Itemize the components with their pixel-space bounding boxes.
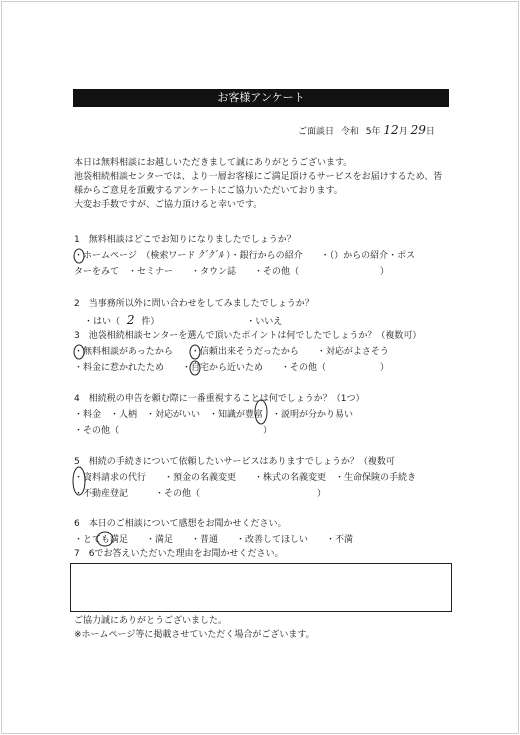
date-month-suffix: 月 <box>398 127 408 137</box>
q1-search-word: ｸﾞｸﾞﾙ <box>198 250 224 261</box>
q2-question: 2 当事務所以外に問い合わせをしてみましたでしょうか？ <box>74 299 314 309</box>
q2-count-suffix: 件） <box>141 317 160 327</box>
q4-options-row-1: ・料金 ・人柄 ・対応がいい ・知識が豊富 ・説明が分かり易い <box>74 410 354 420</box>
q1-options-row-2: ターをみて ・セミナー ・タウン誌 ・その他（ ） <box>74 267 390 277</box>
q1-row1-rest: ）・銀行からの紹介 ・（）からの紹介・ポス <box>226 251 416 261</box>
q6-options: ・とても満足 ・満足 ・普通 ・改善してほしい ・不満 <box>74 535 354 545</box>
q3-options-row-1: ・無料相談があったから ・信頼出来そうだったから ・対応がよさそう <box>74 347 389 357</box>
date-year: 5 <box>365 127 372 137</box>
q6-question: 6 本日のご相談について感想をお聞かせください。 <box>74 519 287 529</box>
date-era: 令和 <box>340 127 359 137</box>
q3-trust-circle-mark <box>190 345 200 359</box>
q7-question: 7 6でお答えいただいた理由をお聞かせください。 <box>74 549 284 559</box>
q5-options-row-2: ・不動産登記 ・その他（ ） <box>74 489 327 499</box>
q2-no: ・いいえ <box>246 317 283 327</box>
q5-options-row-1: ・資料請求の代行 ・預金の名義変更 ・株式の名義変更 ・生命保険の手続き <box>74 473 417 483</box>
q4-knowledge-circle-mark <box>255 400 267 424</box>
q2-yes: ・はい（ <box>84 317 121 327</box>
q5-question: 5 相続の手続きについて依頼したいサービスはありますでしょうか？（複数可 <box>74 457 395 467</box>
q4-question: 4 相続税の申告を頼む際に一番重視することは何でしょうか？（1つ） <box>74 394 365 404</box>
date-month: 12 <box>383 123 399 137</box>
q3-nearby-circle-mark <box>190 361 200 375</box>
footer-thanks: ご協力誠にありがとうございました。 <box>74 616 228 626</box>
q2-count: 2 <box>126 313 135 327</box>
intro-line-1: 本日は無料相談にお越しいただきまして誠にありがとうございます。 <box>74 158 353 168</box>
q3-options-row-2: ・料金に惹かれたため ・自宅から近いため ・その他（ ） <box>74 363 390 373</box>
q3-question: 3 池袋相続相談センターを選んで頂いたポイントは何でしたでしょうか？（複数可） <box>74 331 422 341</box>
q4-options-row-2: ・その他（ ） <box>74 426 273 436</box>
date-day: 29 <box>410 123 426 137</box>
date-day-suffix: 日 <box>425 127 435 137</box>
q5-documents-circle-mark <box>73 467 85 495</box>
q6-very-satisfied-circle-mark <box>97 532 113 546</box>
survey-title: お客様アンケート <box>73 89 449 107</box>
q3-free-consult-circle-mark <box>74 345 84 359</box>
q1-row1-text: ・ホームページ （検索ワード <box>74 251 196 261</box>
intro-line-3: 様からご意見を頂戴するアンケートにご協力いただいております。 <box>74 186 343 196</box>
q1-question: 1 無料相談はどこでお知りになりましたでしょうか？ <box>74 235 296 245</box>
footer-note: ※ホームページ等に掲載させていただく場合がございます。 <box>74 630 315 640</box>
date-year-suffix: 年 <box>371 127 381 137</box>
date-label: ご面談日 <box>298 127 335 137</box>
q1-homepage-circle-mark <box>74 249 84 263</box>
intro-line-2: 池袋相続相談センターでは、より一層お客様にご満足頂けるサービスをお届けするため、皆 <box>74 172 443 182</box>
intro-line-4: 大変お手数ですが、ご協力頂けると幸いです。 <box>74 200 263 210</box>
